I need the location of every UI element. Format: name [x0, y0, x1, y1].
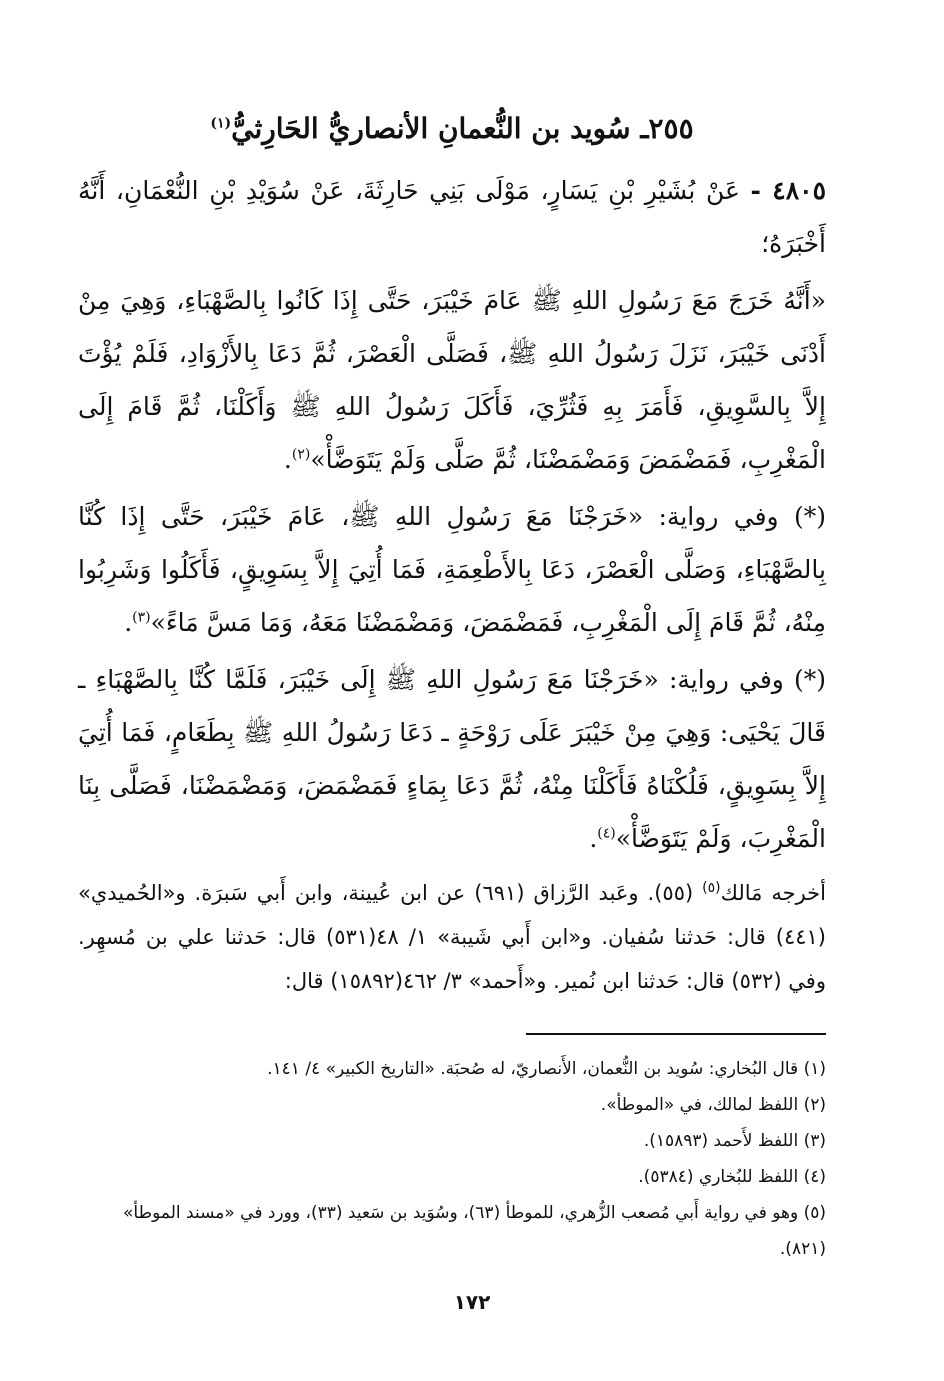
footnote: (٤) اللفظ للبُخاري (٥٣٨٤).: [638, 1167, 826, 1187]
takhrij-footnote-ref: (٥): [702, 880, 721, 896]
footnote: (٢) اللفظ لمالك، في «الموطأ».: [600, 1095, 826, 1115]
takhrij-start: أخرجه مَالك: [720, 881, 826, 905]
takhrij-paragraph: [78, 871, 826, 1003]
footnote-divider: [526, 1033, 826, 1035]
takhrij-rest: (٥٥). وعَبد الرَّزاق (٦٩١) عن ابن عُيينة، وابن أَبي سَبرَة. و«الحُميدي» (٤٤١) قال: حَدثنا سُفيان. و«ابن أَبي شَيبة» ١/ ٤٨(٥٣١) قال: حَدثنا علي بن مُسهِر. وفي (٥٣٢) قال: حَدثنا ابن نُمير. و«أَحمد» ٣/ ٤٦٢(١٥٨٩٢) قال:: [78, 881, 826, 993]
riwaya-end-period: .: [589, 824, 598, 853]
isnad-text: عَنْ بُشَيْرِ بْنِ يَسَارٍ، مَوْلَى بَنِي حَارِثَةَ، عَنْ سُوَيْدِ بْنِ النُّعْمَانِ، أَنَّهُ أَخْبَرَهُ؛: [78, 176, 826, 258]
footnote: (٣) اللفظ لأَحمد (١٥٨٩٣).: [643, 1131, 826, 1151]
matn-footnote-ref: (٢): [291, 446, 311, 463]
matn-text: «أَنَّهُ خَرَجَ مَعَ رَسُولِ اللهِ ﷺ عَامَ خَيْبَرَ، حَتَّى إِذَا كَانُوا بِالصَّهْبَاءِ، وَهِيَ مِنْ أَدْنَى خَيْبَرَ، نَزَلَ رَسُولُ اللهِ ﷺ، فَصَلَّى الْعَصْرَ، ثُمَّ دَعَا بِالأَزْوَادِ، فَلَمْ يُؤْتَ إِلاَّ بِالسَّوِيقِ، فَأَمَرَ بِهِ فَثُرِّيَ، فَأَكَلَ رَسُولُ اللهِ ﷺ وَأَكَلْنَا، ثُمَّ قَامَ إِلَى الْمَغْرِبِ، فَمَضْمَضَ وَمَضْمَضْنَا، ثُمَّ صَلَّى وَلَمْ يَتَوَضَّأْ»: [78, 286, 826, 474]
matn-end-period: .: [283, 445, 292, 474]
hadith-isnad: [78, 164, 826, 270]
hadith-matn: [78, 274, 826, 486]
riwaya-lead: (*) وفي رواية:: [668, 665, 827, 694]
page-number: ١٧٢: [453, 1290, 491, 1314]
footnote: (١) قال البُخاري: سُويد بن النُّعمان، الأَنصاريّ، له صُحبَة. «التاريخ الكبير» ٤/ ١٤١.: [267, 1059, 826, 1079]
chapter-heading: [78, 106, 826, 152]
riwaya-text: «خَرَجْنَا مَعَ رَسُولِ اللهِ ﷺ، عَامَ خَيْبَرَ، حَتَّى إِذَا كُنَّا بِالصَّهْبَاءِ، وَصَلَّى الْعَصْرَ، دَعَا بِالأَطْعِمَةِ، فَمَا أُتِيَ إِلاَّ بِسَوِيقٍ، فَأَكَلُوا وَشَرِبُوا مِنْهُ، ثُمَّ قَامَ إِلَى الْمَغْرِبِ، فَمَضْمَضَ، وَمَضْمَضْنَا مَعَهُ، وَمَا مَسَّ مَاءً»: [78, 502, 826, 637]
riwaya-footnote-ref: (٣): [132, 609, 151, 626]
riwaya-paragraph: [78, 490, 826, 649]
riwaya-footnote-ref: (٤): [597, 825, 616, 842]
riwaya-lead: (*) وفي رواية:: [658, 502, 826, 531]
chapter-heading-text: ٢٥٥ـ سُويد بن النُّعمانِ الأنصاريُّ الحَارِثيُّ: [231, 112, 694, 145]
footnote: (٥) وهو في رواية أَبي مُصعب الزُّهري، للموطأ (٦٣)، وسُوَيد بن سَعيد (٣٣)، وورد في «مسند الموطأ» (٨٢١).: [123, 1203, 826, 1259]
riwaya-end-period: .: [124, 608, 133, 637]
heading-footnote-ref: (١): [210, 115, 232, 132]
riwaya-paragraph: [78, 653, 826, 865]
footnotes: [78, 1051, 826, 1267]
hadith-number: ٤٨٠٥ -: [750, 176, 826, 205]
riwaya-text: «خَرَجْنَا مَعَ رَسُولِ اللهِ ﷺ إِلَى خَيْبَرَ، فَلَمَّا كُنَّا بِالصَّهْبَاءِ ـ قَالَ يَحْيَى: وَهِيَ مِنْ خَيْبَرَ عَلَى رَوْحَةٍ ـ دَعَا رَسُولُ اللهِ ﷺ بِطَعَامٍ، فَمَا أُتِيَ إِلاَّ بِسَوِيقٍ، فَلُكْنَاهُ فَأَكَلْنَا مِنْهُ، ثُمَّ دَعَا بِمَاءٍ فَمَضْمَضَ، وَمَضْمَضْنَا، فَصَلَّى بِنَا الْمَغْرِبَ، وَلَمْ يَتَوَضَّأْ»: [78, 665, 826, 853]
